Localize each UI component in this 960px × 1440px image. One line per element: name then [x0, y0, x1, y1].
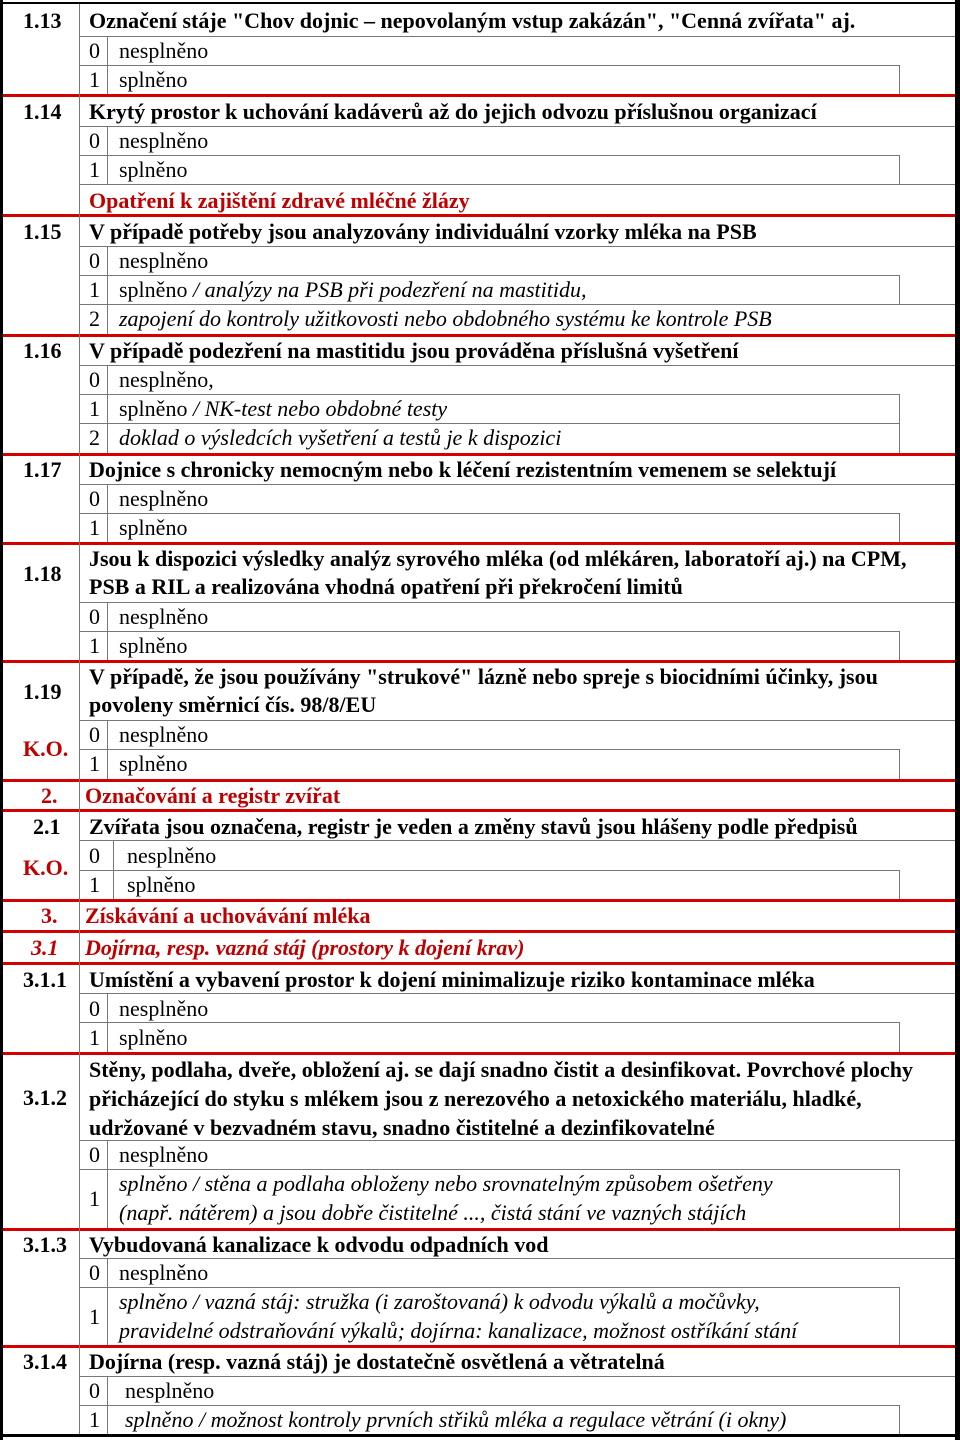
right-cell-separator [899, 749, 900, 779]
option-label [125, 1405, 786, 1434]
top-border [3, 2, 955, 4]
item-title: Dojírna (resp. vazná stáj) je dostatečně osvětlená a větratelná [89, 1349, 665, 1374]
option-label-main: splněno [119, 1171, 188, 1196]
ko-badge: K.O. [23, 736, 69, 761]
section-number: 3. [41, 903, 58, 928]
option-score: 1 [89, 1407, 100, 1432]
option-label: nesplněno [119, 248, 209, 273]
option-label [119, 275, 586, 304]
option-score: 1 [89, 751, 100, 776]
option-label: splněno [119, 1025, 188, 1050]
item-number: 2.1 [33, 814, 61, 839]
divider [79, 184, 955, 185]
item-number: 1.19 [23, 679, 62, 704]
score-separator [107, 484, 108, 542]
divider [79, 1022, 899, 1023]
option-label: splněno [127, 872, 196, 897]
right-cell-separator [899, 1405, 900, 1434]
bottom-border [3, 1434, 955, 1437]
item-number: 3.1.2 [23, 1085, 67, 1110]
option-note: / NK-test nebo obdobné testy [187, 396, 448, 421]
option-note: / možnost kontroly prvních střiků mléka a regulace větrání (i okny) [193, 1407, 787, 1432]
divider [79, 484, 955, 485]
option-note-2: (např. nátěrem) a jsou dobře čistitelné ..., čistá stání ve vazných stájích [119, 1200, 747, 1225]
option-score: 0 [89, 1260, 100, 1285]
divider [79, 155, 899, 156]
right-cell-separator [899, 155, 900, 184]
option-label: splněno [119, 67, 188, 92]
option-label: doklad o výsledcích vyšetření a testů je k dispozici [119, 425, 562, 450]
option-note-2: pravidelné odstraňování výkalů; dojírna: kanalizace, možnost ostříkání stání [119, 1318, 798, 1343]
option-score: 1 [89, 1186, 100, 1211]
score-separator [107, 993, 108, 1052]
divider [79, 720, 955, 721]
item-number: 3.1.4 [23, 1349, 67, 1374]
item-number: 3.1.1 [23, 967, 67, 992]
score-separator [113, 840, 114, 899]
option-label [119, 1287, 760, 1316]
score-separator [107, 246, 108, 334]
right-cell-separator [899, 1287, 900, 1345]
right-cell-separator [899, 631, 900, 660]
option-label: nesplněno [119, 604, 209, 629]
item-number: 3.1.3 [23, 1232, 67, 1257]
option-score: 0 [89, 128, 100, 153]
option-score: 0 [89, 367, 100, 392]
option-label-main: splněno [119, 277, 188, 302]
option-score: 1 [89, 1025, 100, 1050]
item-title: V případě potřeby jsou analyzovány individuální vzorky mléka na PSB [89, 219, 757, 244]
option-score: 2 [89, 425, 100, 450]
item-number: 1.18 [23, 561, 62, 586]
item-title: V případě, že jsou používány "strukové" lázně nebo spreje s biocidními účinky, jsou povoleny směrnicí čís. 98/8/EU [89, 664, 878, 717]
option-label: nesplněno [119, 1260, 209, 1285]
option-score: 1 [89, 633, 100, 658]
divider [79, 1140, 955, 1141]
option-label: nesplněno [127, 843, 217, 868]
score-separator [107, 126, 108, 184]
item-number: 1.13 [23, 8, 62, 33]
option-label: nesplněno [119, 1142, 209, 1167]
item-title: V případě podezření na mastitidu jsou prováděna příslušná vyšetření [89, 338, 739, 363]
divider [79, 993, 955, 994]
option-score: 1 [89, 277, 100, 302]
item-title: Zvířata jsou označena, registr je veden a změny stavů jsou hlášeny podle předpisů [89, 814, 858, 839]
item-title: Krytý prostor k uchování kadáverů až do jejich odvozu příslušnou organizací [89, 99, 817, 124]
section-title: Získávání a uchovávání mléka [85, 903, 371, 928]
option-score: 0 [89, 843, 100, 868]
option-score: 2 [89, 306, 100, 331]
option-label-main: splněno [119, 396, 188, 421]
item-title: Označení stáje "Chov dojnic – nepovolaným vstup zakázán", "Cenná zvířata" aj. [89, 8, 856, 33]
option-label: zapojení do kontroly užitkovosti nebo obdobného systému ke kontrole PSB [119, 306, 772, 331]
divider [79, 631, 899, 632]
option-label: splněno [119, 515, 188, 540]
score-separator [107, 36, 108, 94]
option-score: 0 [89, 604, 100, 629]
score-separator [107, 1258, 108, 1345]
divider [79, 602, 955, 603]
option-score: 0 [89, 486, 100, 511]
section-title: Označování a registr zvířat [85, 783, 341, 808]
option-note: / stěna a podlaha obloženy nebo srovnatelným způsobem ošetřeny [187, 1171, 773, 1196]
option-label: splněno [119, 633, 188, 658]
section-number: 3.1 [31, 935, 59, 960]
option-label: nesplněno [119, 996, 209, 1021]
score-separator [107, 602, 108, 660]
option-score: 0 [89, 996, 100, 1021]
column-separator [79, 4, 80, 1434]
option-score: 0 [89, 248, 100, 273]
divider [79, 126, 955, 127]
score-separator [107, 1140, 108, 1228]
divider [79, 36, 955, 37]
item-title: Vybudovaná kanalizace k odvodu odpadních vod [89, 1232, 549, 1257]
score-separator [107, 1376, 108, 1434]
option-label [119, 1169, 773, 1198]
option-label-main: splněno [119, 1289, 188, 1314]
option-score: 1 [89, 872, 100, 897]
option-score: 1 [89, 515, 100, 540]
option-label: nesplněno [119, 722, 209, 747]
section-title: Dojírna, resp. vazná stáj (prostory k dojení krav) [85, 935, 525, 960]
right-cell-separator [899, 275, 900, 304]
item-title: Umístění a vybavení prostor k dojení minimalizuje riziko kontaminace mléka [89, 967, 815, 992]
divider [79, 870, 899, 871]
right-cell-separator [899, 394, 900, 453]
item-number: 1.16 [23, 338, 62, 363]
option-score: 0 [89, 1142, 100, 1167]
option-label: nesplněno [119, 128, 209, 153]
right-cell-separator [899, 513, 900, 542]
option-label: nesplněno [125, 1378, 215, 1403]
option-score: 0 [89, 722, 100, 747]
item-number: 1.17 [23, 457, 62, 482]
divider [79, 65, 899, 66]
option-label: splněno [119, 751, 188, 776]
option-score: 1 [89, 396, 100, 421]
ko-badge: K.O. [23, 855, 69, 880]
right-cell-separator [899, 870, 900, 899]
option-note: / analýzy na PSB při podezření na mastitidu, [187, 277, 587, 302]
option-score: 0 [89, 38, 100, 63]
option-label: splněno [119, 157, 188, 182]
option-score: 1 [89, 67, 100, 92]
divider [79, 246, 955, 247]
option-label: nesplněno [119, 486, 209, 511]
item-number: 1.14 [23, 99, 62, 124]
option-label-main: splněno [125, 1407, 194, 1432]
divider [79, 1258, 955, 1259]
divider [79, 513, 899, 514]
option-score: 1 [89, 157, 100, 182]
item-title: Jsou k dispozici výsledky analýz syrového mléka (od mlékáren, laboratoří aj.) na CPM, PSB a RIL a realizována vhodná opatření při překročení limitů [89, 546, 907, 599]
score-separator [107, 365, 108, 453]
option-label: nesplněno, [119, 367, 214, 392]
item-title: Dojnice s chronicky nemocným nebo k léčení rezistentním vemenem se selektují [89, 457, 837, 482]
option-note: / vazná stáj: stružka (i zaroštovaná) k odvodu výkalů a močůvky, [187, 1289, 760, 1314]
right-cell-separator [899, 1169, 900, 1228]
item-title: Stěny, podlaha, dveře, obložení aj. se dají snadno čistit a desinfikovat. Povrchové plochy přicházející do styku s mlékem jsou z nerezového a netoxického materiálu, hladké, udržované v bezvadném stavu, snadno čistitelné a dezinfikovatelné [89, 1057, 914, 1140]
option-label: nesplněno [119, 38, 209, 63]
right-cell-separator [899, 65, 900, 94]
item-number: 1.15 [23, 219, 62, 244]
section-number: 2. [41, 783, 58, 808]
option-score: 0 [89, 1378, 100, 1403]
right-cell-separator [899, 1022, 900, 1052]
option-label [119, 394, 447, 423]
option-score: 1 [89, 1304, 100, 1329]
section-title: Opatření k zajištění zdravé mléčné žlázy [89, 188, 470, 213]
divider [79, 749, 899, 750]
score-separator [107, 720, 108, 779]
